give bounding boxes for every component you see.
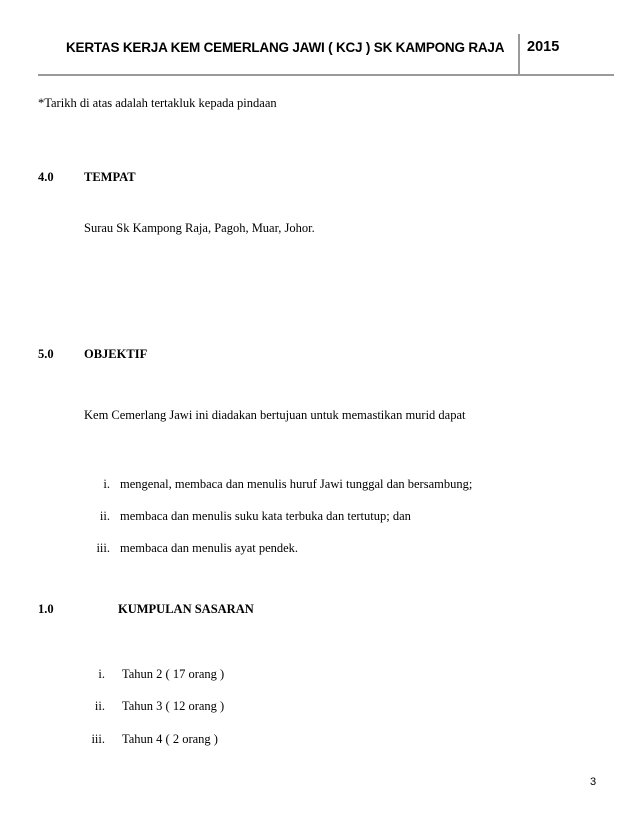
- list-item-number: ii.: [94, 699, 105, 713]
- header-divider: [518, 34, 520, 76]
- section-heading-tempat: TEMPAT: [84, 170, 136, 184]
- list-item: Tahun 4 ( 2 orang ): [122, 732, 218, 746]
- section-heading-sasaran: KUMPULAN SASARAN: [118, 602, 254, 616]
- page-header-year: 2015: [527, 39, 560, 55]
- page-header-title: KERTAS KERJA KEM CEMERLANG JAWI ( KCJ ) SK KAMPONG RAJA: [66, 40, 505, 55]
- header-rule: [38, 74, 614, 76]
- list-item: membaca dan menulis ayat pendek.: [120, 541, 299, 555]
- section-number-sasaran: 1.0: [38, 602, 54, 616]
- list-item: Tahun 2 ( 17 orang ): [122, 667, 225, 681]
- section-number-tempat: 4.0: [38, 170, 54, 184]
- objektif-intro: Kem Cemerlang Jawi ini diadakan bertujuan untuk memastikan murid dapat: [84, 408, 466, 422]
- list-item-number: ii.: [99, 509, 110, 523]
- date-note: *Tarikh di atas adalah tertakluk kepada pindaan: [38, 96, 277, 110]
- list-item: membaca dan menulis suku kata terbuka dan tertutup; dan: [120, 509, 411, 523]
- list-item: mengenal, membaca dan menulis huruf Jawi tunggal dan bersambung;: [120, 477, 473, 491]
- tempat-body: Surau Sk Kampong Raja, Pagoh, Muar, Johor.: [84, 221, 315, 235]
- list-item-number: iii.: [91, 732, 105, 746]
- section-number-objektif: 5.0: [38, 347, 54, 361]
- list-item: Tahun 3 ( 12 orang ): [122, 699, 225, 713]
- list-item-number: i.: [98, 667, 105, 681]
- list-item-number: iii.: [96, 541, 110, 555]
- list-item-number: i.: [103, 477, 110, 491]
- section-heading-objektif: OBJEKTIF: [84, 347, 148, 361]
- page-number: 3: [590, 776, 597, 788]
